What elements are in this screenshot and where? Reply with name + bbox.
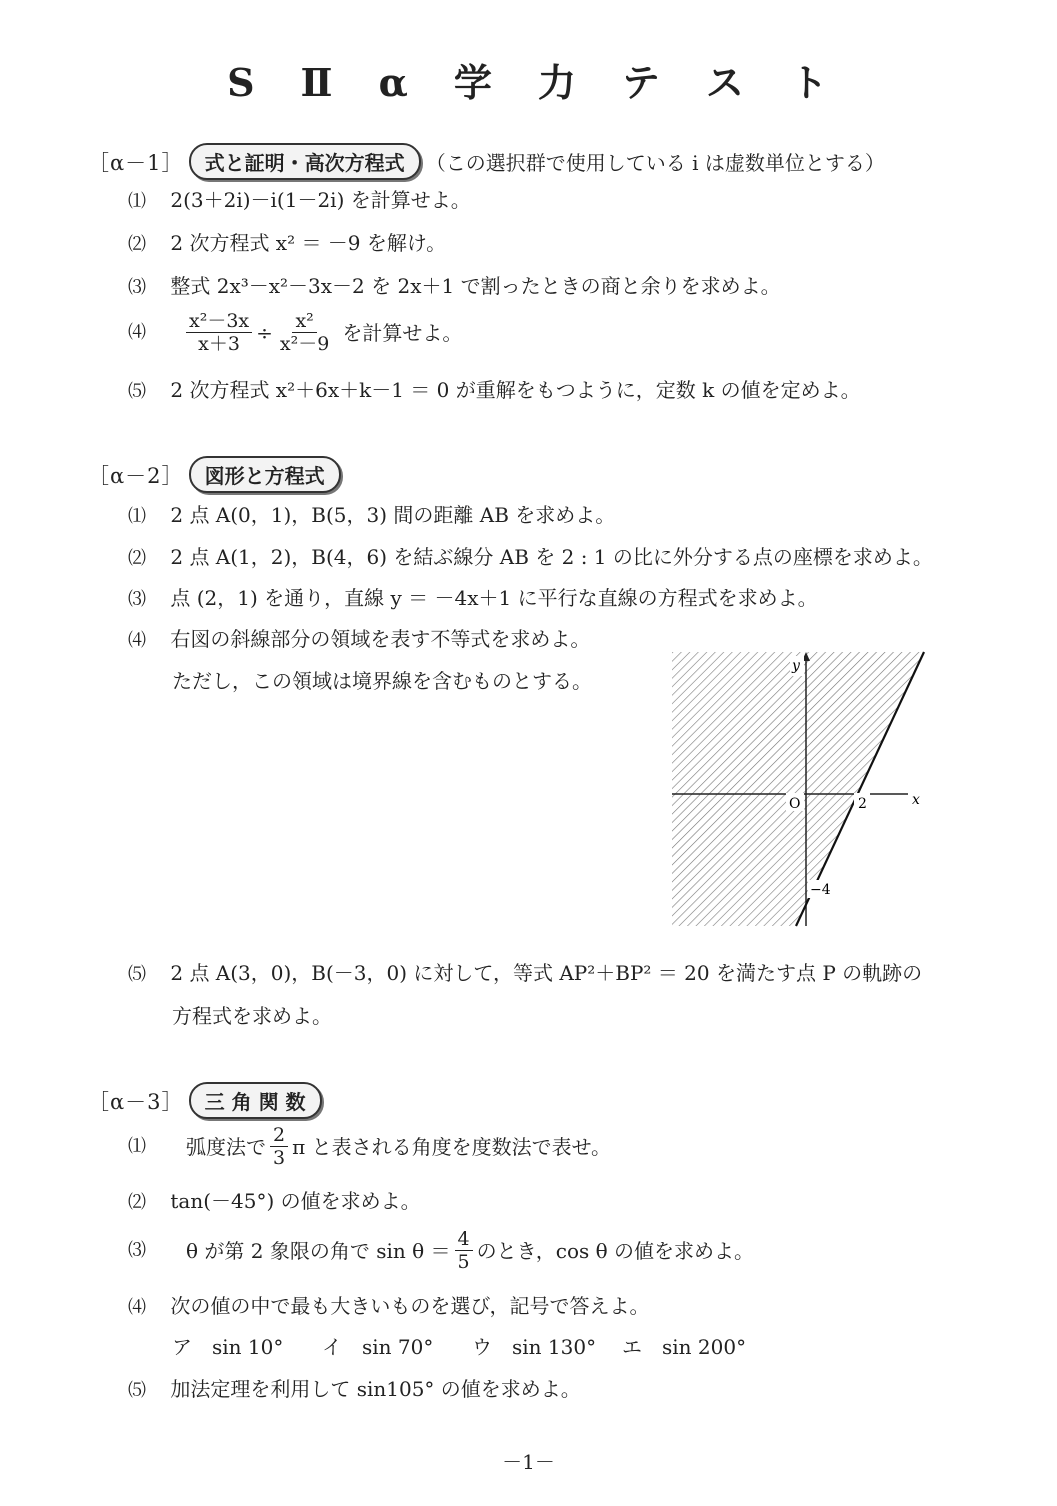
- choice-u: ウ sin 130°: [472, 1335, 597, 1359]
- question-a2-1: ⑴ 2 点 A(0，1)，B(5，3) 間の距離 AB を求めよ。: [128, 503, 616, 527]
- title-char: 力: [537, 60, 578, 105]
- question-a3-3: ⑶ θ が第 2 象限の角で sin θ ＝ $\frac{4}{5}$ のとき，cos θ の値を求めよ。: [128, 1228, 755, 1273]
- choice-a: ア sin 10°: [172, 1335, 284, 1359]
- x-tick-label: 2: [858, 796, 867, 812]
- fraction: $\frac{\text{x²－3x}}{x+3}$: [186, 310, 252, 355]
- question-a2-3: ⑶ 点 (2，1) を通り，直線 y ＝ －4x＋1 に平行な直線の方程式を求めよ。: [128, 586, 818, 610]
- region-graph: [668, 648, 938, 930]
- section-topic-badge: 図形と方程式: [189, 456, 341, 493]
- title-char: ト: [789, 60, 830, 105]
- question-a1-3: ⑶ 整式 2x³－x²－3x－2 を 2x＋1 で割ったときの商と余りを求めよ。: [128, 274, 781, 298]
- choices-row: [172, 1333, 772, 1361]
- question-a1-2: ⑵ 2 次方程式 x² ＝ －9 を解け。: [128, 231, 447, 255]
- title-char: テ: [621, 60, 662, 105]
- question-a1-1: ⑴ 2(3＋2i)－i(1－2i) を計算せよ。: [128, 188, 471, 212]
- choice-e: エ sin 200°: [622, 1335, 747, 1359]
- page-number: －1－: [502, 1450, 555, 1474]
- question-a1-5: ⑸ 2 次方程式 x²＋6x＋k－1 ＝ 0 が重解をもつように，定数 k の値を定めよ。: [128, 378, 861, 402]
- section-header-a2: [88, 456, 341, 493]
- section-header-a1: [88, 143, 885, 180]
- fraction: $\frac{2}{3}$: [270, 1124, 288, 1169]
- question-a1-4: ⑷ $\frac{\text{x²－3x}}{x+3}$ ÷ $\frac{\text{x²}}{\text{x²－9}}$ を計算せよ。: [128, 310, 463, 355]
- title-char: α: [378, 60, 410, 105]
- question-a3-4: ⑷ 次の値の中で最も大きいものを選び，記号で答えよ。: [128, 1294, 650, 1318]
- question-a3-1: ⑴ 弧度法で $\frac{2}{3}$ π と表される角度を度数法で表せ。: [128, 1124, 611, 1169]
- title-char: S: [227, 60, 257, 105]
- y-tick-label: −4: [810, 882, 831, 898]
- title-char: ス: [705, 60, 746, 105]
- question-a2-4-line2: ただし，この領域は境界線を含むものとする。: [172, 669, 592, 693]
- section-note: （この選択群で使用している i は虚数単位とする）: [425, 151, 885, 175]
- title-char: Ⅱ: [300, 60, 335, 105]
- shaded-region: [672, 652, 924, 926]
- section-topic-badge: 三 角 関 数: [189, 1082, 322, 1119]
- fraction: $\frac{\text{x²}}{\text{x²－9}}$: [279, 310, 330, 355]
- section-label: ［α－1］: [88, 151, 184, 175]
- question-a2-5-line2: 方程式を求めよ。: [172, 1004, 332, 1028]
- question-a2-2: ⑵ 2 点 A(1，2)，B(4，6) を結ぶ線分 AB を 2 : 1 の比に外分する点の座標を求めよ。: [128, 545, 933, 569]
- section-topic-badge: 式と証明・高次方程式: [189, 143, 421, 180]
- question-a3-5: ⑸ 加法定理を利用して sin105° の値を求めよ。: [128, 1377, 581, 1401]
- section-label: ［α－2］: [88, 464, 184, 488]
- question-a3-2: ⑵ tan(－45°) の値を求めよ。: [128, 1189, 421, 1213]
- question-a2-5: ⑸ 2 点 A(3，0)，B(－3，0) に対して，等式 AP²＋BP² ＝ 20 を満たす点 P の軌跡の: [128, 961, 923, 985]
- title-char: 学: [453, 60, 494, 105]
- choice-i: イ sin 70°: [322, 1335, 434, 1359]
- y-axis-label: y: [792, 658, 800, 674]
- question-a2-4: ⑷ 右図の斜線部分の領域を表す不等式を求めよ。: [128, 627, 591, 651]
- fraction: $\frac{4}{5}$: [455, 1228, 473, 1273]
- section-header-a3: [88, 1082, 322, 1119]
- page-title: [0, 52, 1057, 107]
- section-label: ［α－3］: [88, 1090, 184, 1114]
- origin-label: O: [789, 796, 801, 812]
- x-axis-label: x: [912, 792, 920, 808]
